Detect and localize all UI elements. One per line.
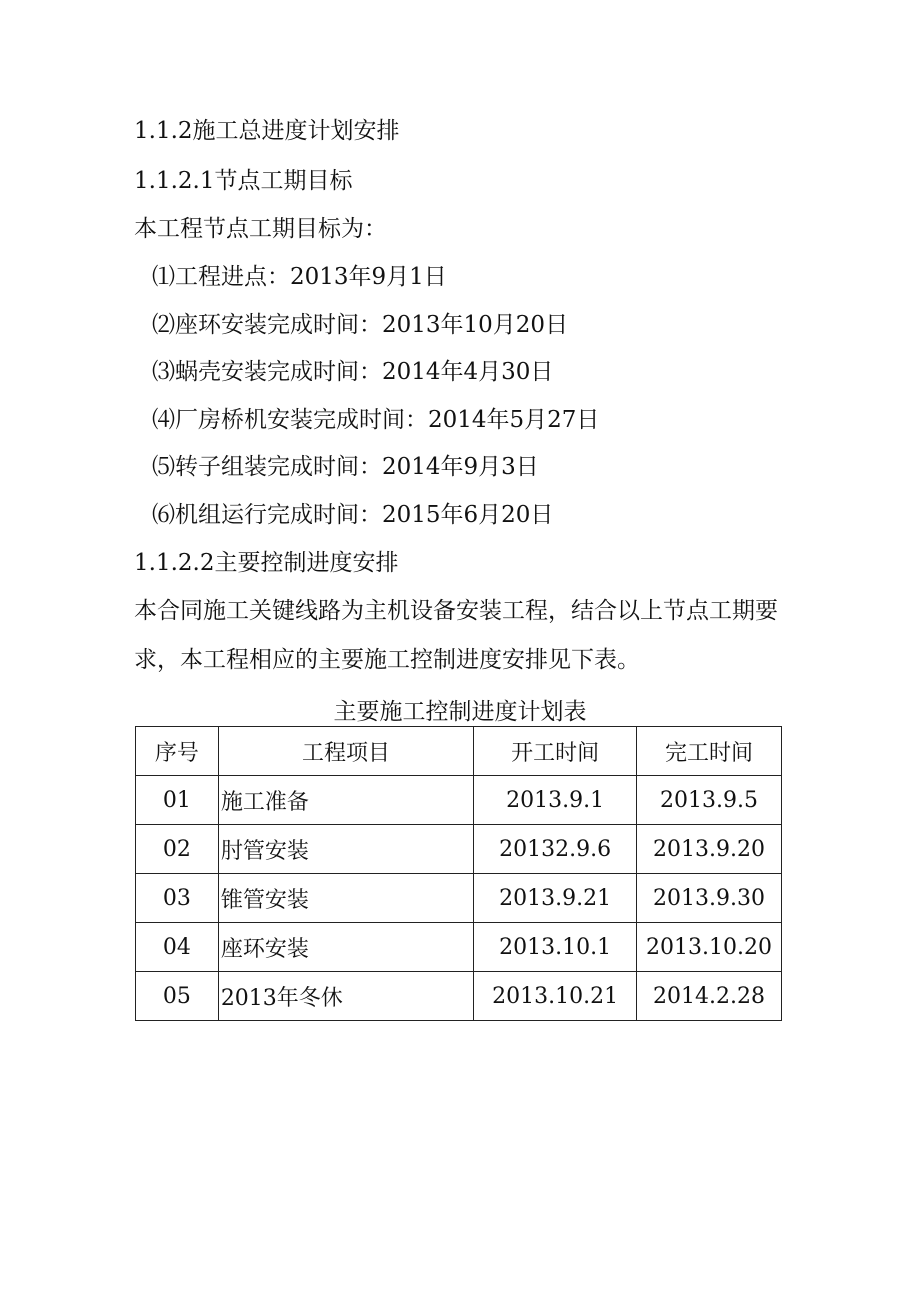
- cell-index: 04: [136, 923, 219, 972]
- cell-end: 2013.9.30: [637, 874, 782, 923]
- paragraph-line-1: 本合同施工关键线路为主机设备安装工程，结合以上节点工期要: [134, 598, 778, 624]
- cell-item: 施工准备: [218, 776, 473, 825]
- cell-item: 2013年冬休: [218, 972, 473, 1021]
- paragraph-line-2: 求，本工程相应的主要施工控制进度安排见下表。: [134, 647, 640, 673]
- cell-start: 2013.10.21: [474, 972, 637, 1021]
- cell-item: 锥管安装: [218, 874, 473, 923]
- section-heading-1-1-2: 1.1.2施工总进度计划安排: [134, 118, 400, 144]
- header-end: 完工时间: [637, 727, 782, 776]
- header-item: 工程项目: [218, 727, 473, 776]
- cell-end: 2013.9.5: [637, 776, 782, 825]
- table-caption: 主要施工控制进度计划表: [333, 699, 587, 725]
- cell-end: 2013.10.20: [637, 923, 782, 972]
- milestone-item: ⑵座环安装完成时间：2013年10月20日: [152, 312, 569, 338]
- cell-start: 20132.9.6: [474, 825, 637, 874]
- table-row: [136, 776, 782, 825]
- cell-start: 2013.9.21: [474, 874, 637, 923]
- cell-index: 05: [136, 972, 219, 1021]
- milestone-item: ⑴工程进点：2013年9月1日: [152, 264, 447, 290]
- section-heading-1-1-2-1: 1.1.2.1节点工期目标: [134, 168, 353, 194]
- milestone-item: ⑷厂房桥机安装完成时间：2014年5月27日: [152, 407, 600, 433]
- cell-start: 2013.10.1: [474, 923, 637, 972]
- cell-index: 01: [136, 776, 219, 825]
- header-index: 序号: [136, 727, 219, 776]
- table-row: [136, 923, 782, 972]
- cell-start: 2013.9.1: [474, 776, 637, 825]
- table-header-row: [136, 727, 782, 776]
- milestone-item: ⑶蜗壳安装完成时间：2014年4月30日: [152, 359, 554, 385]
- cell-end: 2014.2.28: [637, 972, 782, 1021]
- cell-item: 座环安装: [218, 923, 473, 972]
- cell-end: 2013.9.20: [637, 825, 782, 874]
- milestone-item: ⑸转子组装完成时间：2014年9月3日: [152, 454, 539, 480]
- header-start: 开工时间: [474, 727, 637, 776]
- cell-index: 03: [136, 874, 219, 923]
- milestone-item: ⑹机组运行完成时间：2015年6月20日: [152, 502, 554, 528]
- cell-index: 02: [136, 825, 219, 874]
- cell-item: 肘管安装: [218, 825, 473, 874]
- section-heading-1-1-2-2: 1.1.2.2主要控制进度安排: [134, 550, 399, 576]
- table-row: [136, 825, 782, 874]
- schedule-table: [135, 726, 782, 1021]
- table-row: [136, 874, 782, 923]
- intro-text: 本工程节点工期目标为：: [134, 216, 387, 242]
- table-row: [136, 972, 782, 1021]
